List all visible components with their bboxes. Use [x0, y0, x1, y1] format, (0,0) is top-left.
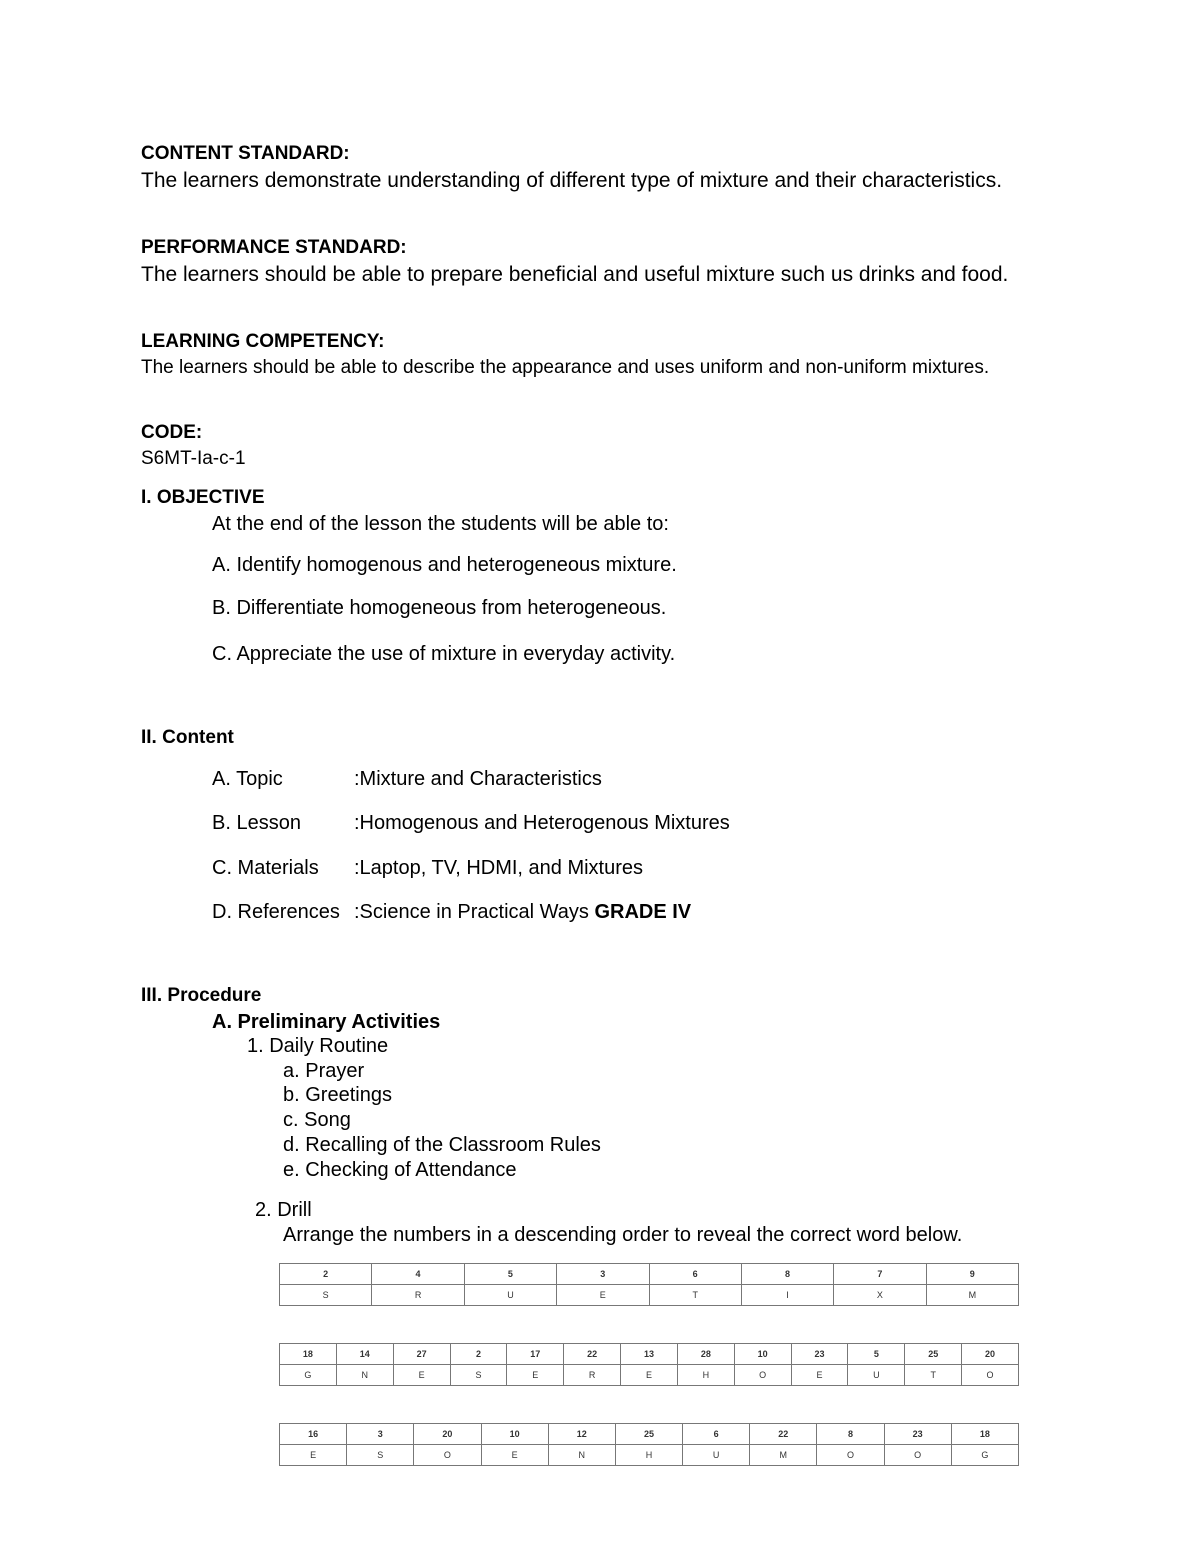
drill-letter-cell: S — [450, 1365, 507, 1386]
routine-item: e. Checking of Attendance — [283, 1159, 517, 1181]
content-row-value: :Laptop, TV, HDMI, and Mixtures — [354, 857, 644, 879]
drill-number-cell: 10 — [481, 1424, 548, 1445]
drill-letter-cell: X — [834, 1285, 926, 1306]
drill-letter-cell: E — [621, 1365, 678, 1386]
drill-letter-cell: E — [557, 1285, 649, 1306]
objective-item: B. Differentiate homogeneous from heterogeneous. — [212, 597, 667, 619]
drill-letter-cell: O — [734, 1365, 791, 1386]
content-row-label: C. Materials — [212, 857, 319, 879]
drill-letter-cell: H — [615, 1445, 682, 1466]
drill-number-cell: 25 — [905, 1344, 962, 1365]
drill-letter-cell: S — [280, 1285, 372, 1306]
drill-number-cell: 8 — [817, 1424, 884, 1445]
drill-number-cell: 18 — [951, 1424, 1018, 1445]
drill-number-cell: 20 — [962, 1344, 1019, 1365]
drill-number-cell: 4 — [372, 1264, 464, 1285]
content-standard-text: The learners demonstrate understanding of different type of mixture and their characteristics. — [141, 169, 1003, 192]
drill-number-cell: 23 — [884, 1424, 951, 1445]
drill-number-cell: 23 — [791, 1344, 848, 1365]
drill-letter-row — [280, 1285, 1019, 1306]
drill-number-cell: 3 — [557, 1264, 649, 1285]
drill-number-cell: 10 — [734, 1344, 791, 1365]
content-row-value: :Science in Practical Ways — [354, 901, 595, 923]
drill-letter-cell: N — [548, 1445, 615, 1466]
objective-heading: I. OBJECTIVE — [141, 487, 265, 508]
drill-number-cell: 7 — [834, 1264, 926, 1285]
drill-letter-cell: E — [481, 1445, 548, 1466]
objective-item: A. Identify homogenous and heterogeneous mixture. — [212, 554, 677, 576]
drill-letter-cell: E — [791, 1365, 848, 1386]
drill-number-row — [280, 1264, 1019, 1285]
daily-routine-title: 1. Daily Routine — [247, 1035, 389, 1057]
objective-item: C. Appreciate the use of mixture in everyday activity. — [212, 643, 676, 665]
drill-letter-cell: G — [951, 1445, 1018, 1466]
drill-letter-cell: I — [741, 1285, 833, 1306]
drill-letter-row — [280, 1365, 1019, 1386]
performance-standard-text: The learners should be able to prepare beneficial and useful mixture such us drinks and food. — [141, 263, 1009, 286]
drill-letter-cell: N — [336, 1365, 393, 1386]
content-row-label: D. References — [212, 901, 340, 923]
drill-letter-cell: T — [649, 1285, 741, 1306]
drill-number-row — [280, 1424, 1019, 1445]
drill-number-cell: 14 — [336, 1344, 393, 1365]
objective-intro: At the end of the lesson the students will be able to: — [212, 513, 669, 535]
drill-number-cell: 22 — [750, 1424, 817, 1445]
drill-letter-cell: E — [393, 1365, 450, 1386]
drill-letter-cell: O — [884, 1445, 951, 1466]
drill-number-cell: 5 — [848, 1344, 905, 1365]
drill-letter-cell: M — [750, 1445, 817, 1466]
drill-letter-cell: M — [926, 1285, 1018, 1306]
routine-item: d. Recalling of the Classroom Rules — [283, 1134, 601, 1156]
drill-title: 2. Drill — [255, 1199, 312, 1221]
content-row-references — [212, 899, 691, 925]
content-heading: II. Content — [141, 727, 234, 748]
drill-letter-cell: E — [280, 1445, 347, 1466]
code-heading: CODE: — [141, 422, 203, 443]
drill-number-cell: 22 — [564, 1344, 621, 1365]
drill-letter-cell: G — [280, 1365, 337, 1386]
content-row-label: A. Topic — [212, 768, 283, 790]
drill-letter-row — [280, 1445, 1019, 1466]
preliminary-activities-heading: A. Preliminary Activities — [212, 1011, 441, 1033]
drill-number-cell: 6 — [649, 1264, 741, 1285]
routine-item: a. Prayer — [283, 1060, 365, 1082]
drill-number-cell: 27 — [393, 1344, 450, 1365]
drill-number-cell: 12 — [548, 1424, 615, 1445]
content-row-materials — [212, 855, 643, 881]
drill-letter-cell: T — [905, 1365, 962, 1386]
drill-letter-cell: S — [347, 1445, 414, 1466]
content-row-topic — [212, 766, 602, 792]
drill-number-cell: 28 — [677, 1344, 734, 1365]
learning-competency-heading: LEARNING COMPETENCY: — [141, 331, 385, 352]
drill-number-cell: 25 — [615, 1424, 682, 1445]
drill-number-cell: 3 — [347, 1424, 414, 1445]
drill-letter-cell: O — [962, 1365, 1019, 1386]
content-row-label: B. Lesson — [212, 812, 301, 834]
drill-letter-cell: U — [683, 1445, 750, 1466]
drill-letter-cell: H — [677, 1365, 734, 1386]
drill-table-3 — [279, 1423, 1019, 1466]
drill-number-cell: 6 — [683, 1424, 750, 1445]
routine-item: b. Greetings — [283, 1084, 392, 1106]
drill-letter-cell: O — [817, 1445, 884, 1466]
drill-letter-cell: O — [414, 1445, 481, 1466]
drill-number-cell: 16 — [280, 1424, 347, 1445]
drill-letter-cell: R — [372, 1285, 464, 1306]
content-row-value: :Mixture and Characteristics — [354, 768, 602, 790]
routine-item: c. Song — [283, 1109, 351, 1131]
drill-table-1 — [279, 1263, 1019, 1306]
content-row-value: :Homogenous and Heterogenous Mixtures — [354, 812, 730, 834]
drill-number-cell: 8 — [741, 1264, 833, 1285]
drill-letter-cell: R — [564, 1365, 621, 1386]
drill-table-2 — [279, 1343, 1019, 1386]
drill-number-cell: 17 — [507, 1344, 564, 1365]
drill-number-row — [280, 1344, 1019, 1365]
content-row-grade: GRADE IV — [594, 901, 692, 923]
drill-letter-cell: E — [507, 1365, 564, 1386]
drill-letter-cell: U — [848, 1365, 905, 1386]
learning-competency-text: The learners should be able to describe the appearance and uses uniform and non-uniform mixtures. — [141, 357, 990, 378]
drill-number-cell: 2 — [280, 1264, 372, 1285]
drill-number-cell: 9 — [926, 1264, 1018, 1285]
drill-letter-cell: U — [464, 1285, 556, 1306]
drill-number-cell: 5 — [464, 1264, 556, 1285]
code-value: S6MT-Ia-c-1 — [141, 448, 246, 469]
drill-number-cell: 13 — [621, 1344, 678, 1365]
content-row-lesson — [212, 810, 730, 836]
performance-standard-heading: PERFORMANCE STANDARD: — [141, 237, 407, 258]
drill-number-cell: 20 — [414, 1424, 481, 1445]
content-standard-heading: CONTENT STANDARD: — [141, 143, 350, 164]
drill-instruction: Arrange the numbers in a descending order to reveal the correct word below. — [283, 1224, 963, 1246]
procedure-heading: III. Procedure — [141, 985, 262, 1006]
drill-number-cell: 2 — [450, 1344, 507, 1365]
drill-number-cell: 18 — [280, 1344, 337, 1365]
